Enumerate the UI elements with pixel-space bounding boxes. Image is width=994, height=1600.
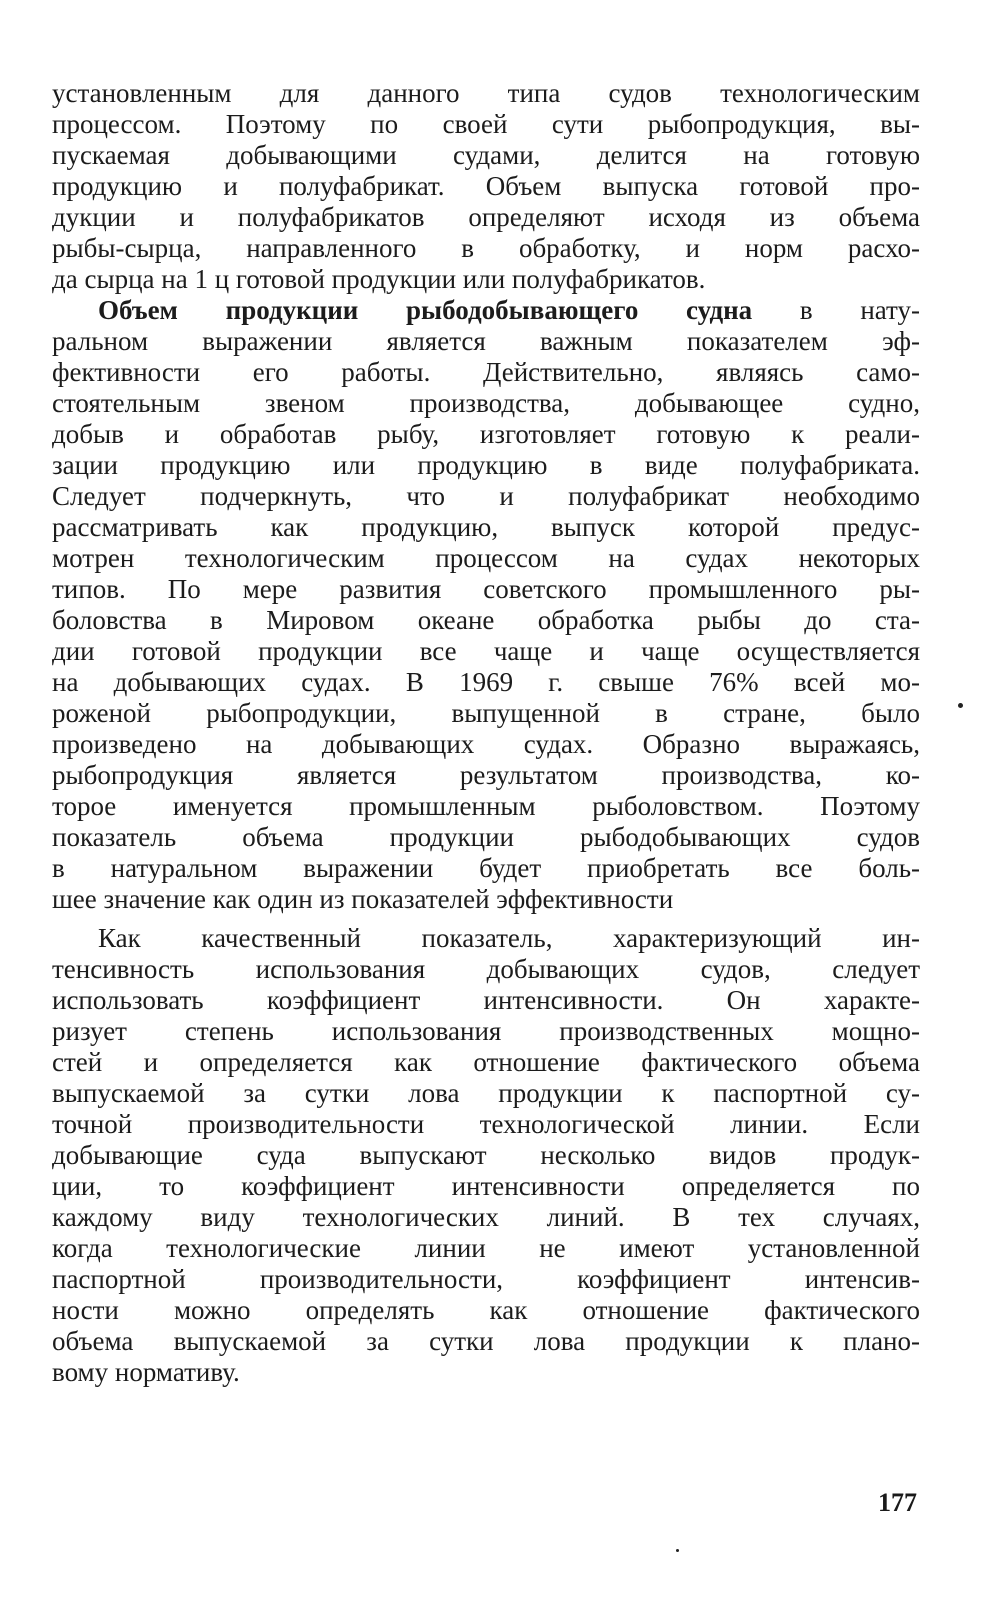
text-line [52,295,920,326]
book-page-text [52,78,920,1388]
text-line: мотрен технологическим процессом на судах некоторых [52,543,920,573]
paragraph-2 [52,295,920,915]
text-line: дии готовой продукции все чаще и чаще осуществляется [52,636,920,666]
text-line: на добывающих судах. В 1969 г. свыше 76% всей мо- [52,667,920,697]
text-line: объема выпускаемой за сутки лова продукции к плано- [52,1326,920,1356]
text-line: типов. По мере развития советского промышленного ры- [52,574,920,604]
print-speck [676,1549,679,1552]
text-line: рыбопродукция является результатом производства, ко- [52,760,920,790]
text-line: продукцию и полуфабрикат. Объем выпуска готовой про- [52,171,920,201]
text-line: паспортной производительности, коэффициент интенсив- [52,1264,920,1294]
text-line: показатель объема продукции рыбодобывающих судов [52,822,920,852]
text-line: рыбы-сырца, направленного в обработку, и норм расхо- [52,233,920,263]
text-line: вому нормативу. [52,1357,240,1387]
text-line: произведено на добывающих судах. Образно выражаясь, [52,729,920,759]
text-line: использовать коэффициент интенсивности. Он характе- [52,985,920,1015]
text-line: точной производительности технологической линии. Если [52,1109,920,1139]
text-line: в натуральном выражении будет приобретать все боль- [52,853,920,883]
text-line: шее значение как один из показателей эффективности [52,884,674,914]
text-line: стей и определяется как отношение фактического объема [52,1047,920,1077]
lead-continuation: в нату- [752,295,920,325]
text-line: установленным для данного типа судов технологическим [52,78,920,108]
text-line: боловства в Мировом океане обработка рыбы до ста- [52,605,920,635]
text-line: рассматривать как продукцию, выпуск которой предус- [52,512,920,542]
text-line: каждому виду технологических линий. В тех случаях, [52,1202,920,1232]
text-line: ности можно определять как отношение фактического [52,1295,920,1325]
paragraph-1 [52,78,920,295]
page-number: 177 [878,1488,917,1517]
text-line: торое именуется промышленным рыболовством. Поэтому [52,791,920,821]
text-line: пускаемая добывающими судами, делится на готовую [52,140,920,170]
text-line: ции, то коэффициент интенсивности определяется по [52,1171,920,1201]
print-speck [958,703,963,708]
text-line: зации продукцию или продукцию в виде полуфабриката. [52,450,920,480]
paragraph-3 [52,923,920,1388]
text-line: процессом. Поэтому по своей сути рыбопродукция, вы- [52,109,920,139]
paragraph-gap [52,915,920,923]
text-line: добыв и обработав рыбу, изготовляет готовую к реали- [52,419,920,449]
text-line: Следует подчеркнуть, что и полуфабрикат необходимо [52,481,920,511]
text-line: роженой рыбопродукции, выпущенной в стране, было [52,698,920,728]
text-line: ризует степень использования производственных мощно- [52,1016,920,1046]
text-line: дукции и полуфабрикатов определяют исходя из объема [52,202,920,232]
text-line: да сырца на 1 ц готовой продукции или полуфабрикатов. [52,264,706,294]
text-line: выпускаемой за сутки лова продукции к паспортной су- [52,1078,920,1108]
text-line: тенсивность использования добывающих судов, следует [52,954,920,984]
text-line: стоятельным звеном производства, добывающее судно, [52,388,920,418]
bold-lead-term: Объем продукции рыбодобывающего судна [98,295,753,325]
text-line: фективности его работы. Действительно, являясь само- [52,357,920,387]
text-line: Как качественный показатель, характеризующий ин- [98,923,920,953]
text-line: добывающие суда выпускают несколько видов продук- [52,1140,920,1170]
text-line: когда технологические линии не имеют установленной [52,1233,920,1263]
text-line: ральном выражении является важным показателем эф- [52,326,920,356]
